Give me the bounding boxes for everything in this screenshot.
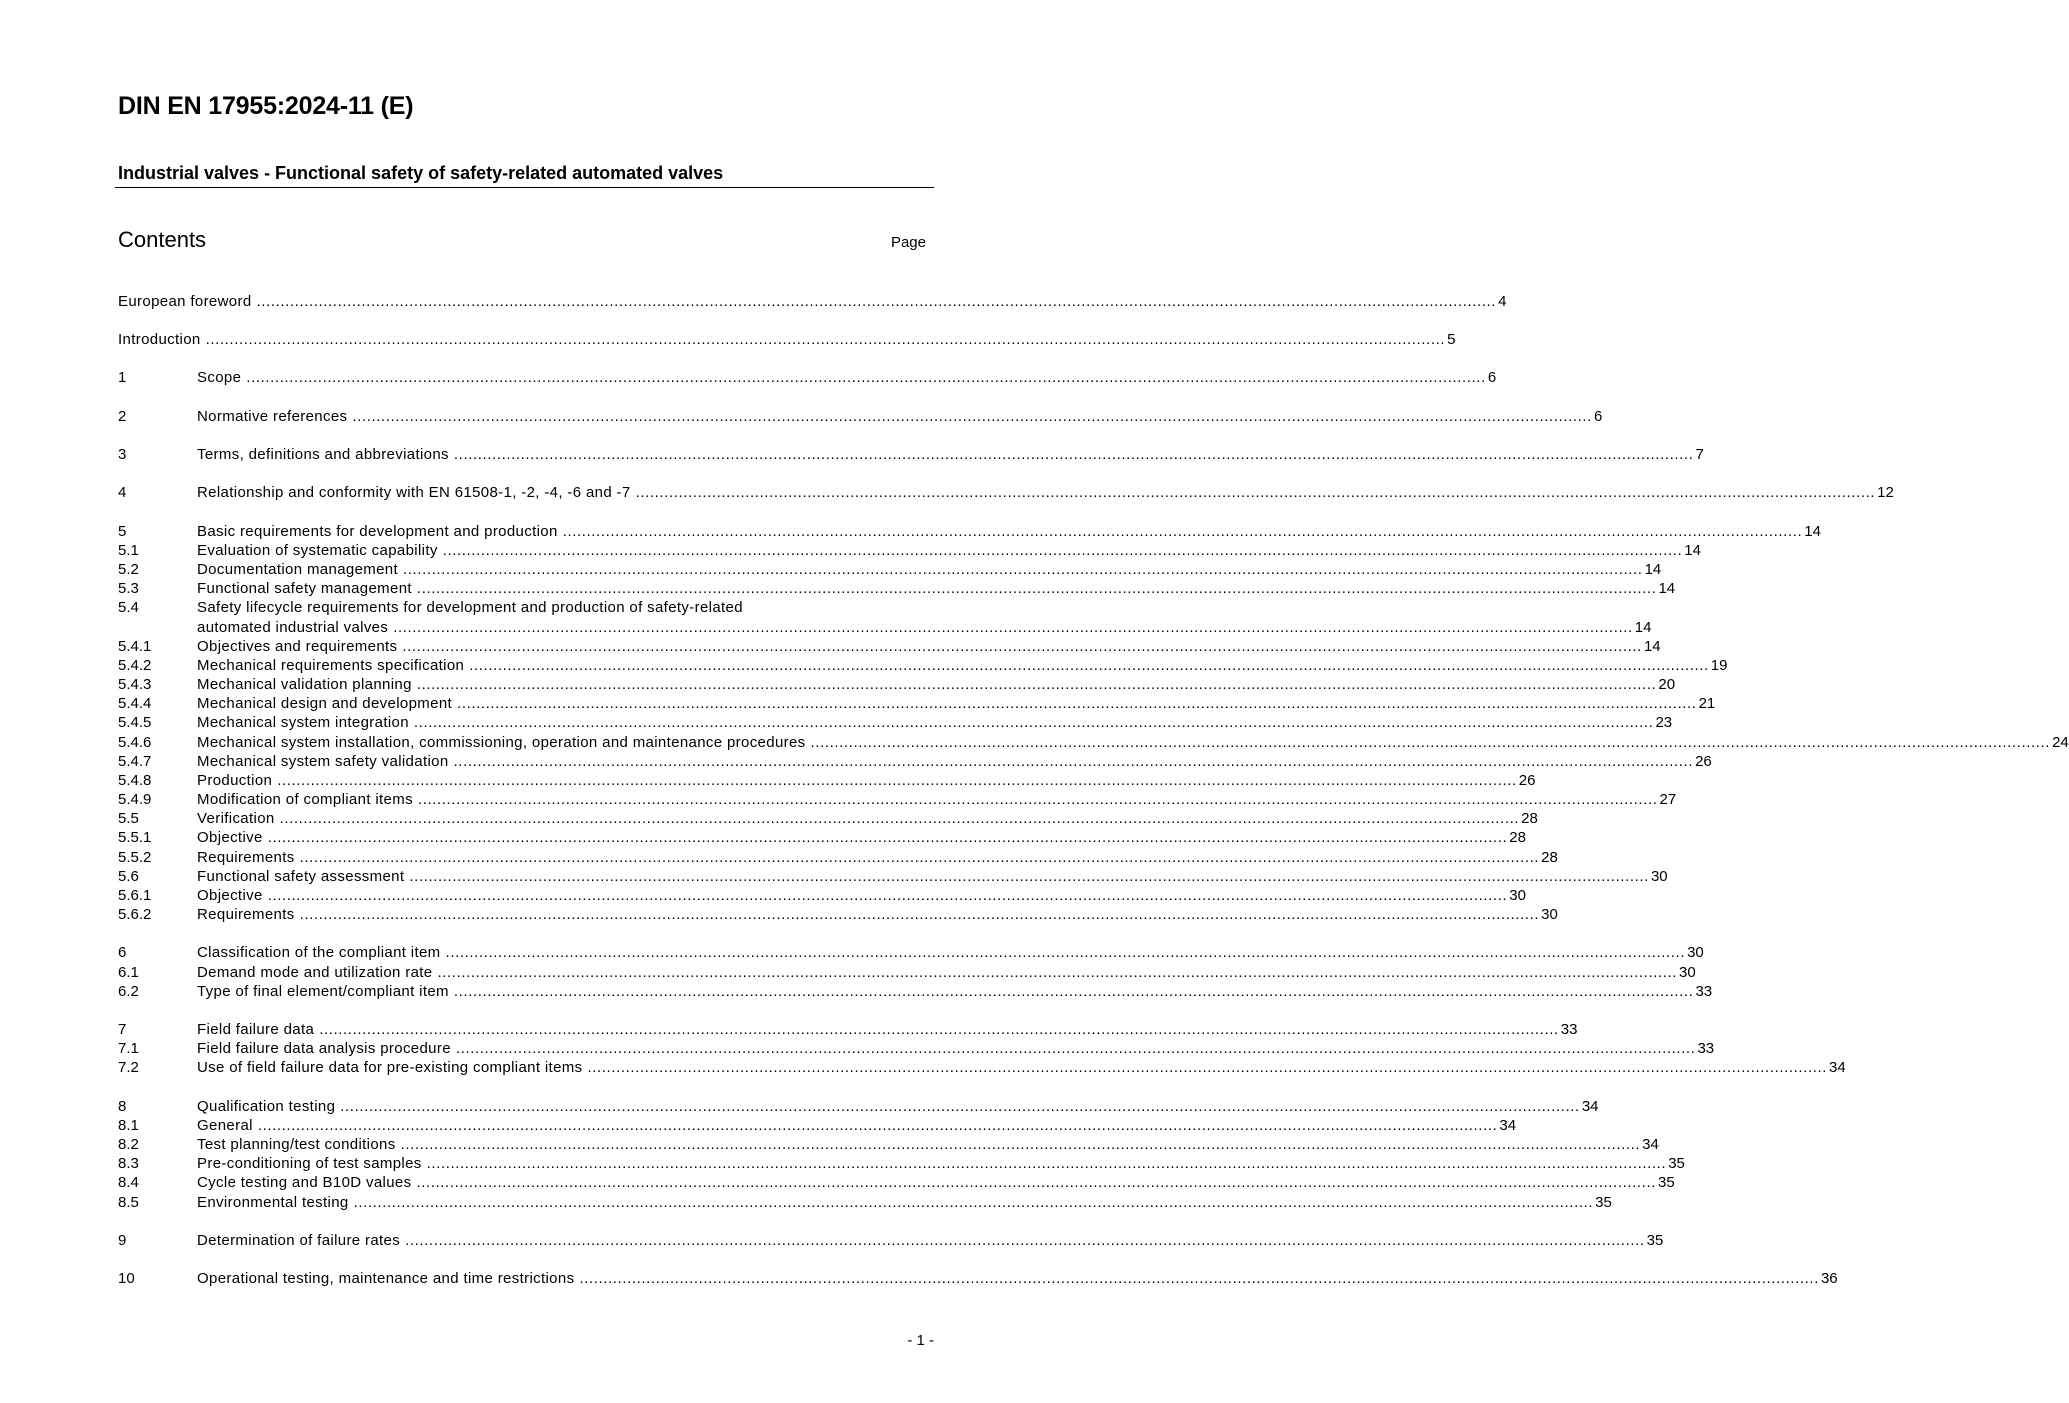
toc-entry-title: Mechanical design and development bbox=[197, 695, 453, 712]
toc-dot-leader: .................................................................................................................................................................................................................................................................... bbox=[469, 657, 1709, 674]
toc-dot-leader: .................................................................................................................................................................................................................................................................... bbox=[352, 408, 1592, 425]
toc-entry-title: Operational testing, maintenance and time restrictions bbox=[197, 1270, 575, 1287]
toc-entry-number: 5.4.5 bbox=[118, 714, 152, 731]
toc-entry[interactable] bbox=[118, 886, 1526, 905]
document-title: DIN EN 17955:2024-11 (E) bbox=[118, 92, 414, 120]
toc-entry-number: 5.5 bbox=[118, 810, 139, 827]
toc-entry-page: 21 bbox=[1698, 695, 1716, 712]
toc-entry-title: Functional safety management bbox=[197, 580, 412, 597]
toc-entry[interactable] bbox=[118, 1231, 1664, 1250]
toc-entry-page: 7 bbox=[1695, 446, 1704, 463]
toc-entry-title: Modification of compliant items bbox=[197, 791, 413, 808]
toc-dot-leader: .................................................................................................................................................................................................................................................................... bbox=[587, 1059, 1828, 1076]
toc-entry[interactable] bbox=[118, 1039, 1715, 1058]
toc-entry-page: 14 bbox=[1804, 523, 1821, 540]
toc-dot-leader: .................................................................................................................................................................................................................................................................... bbox=[299, 849, 1540, 866]
toc-entry-title: Objective bbox=[197, 887, 263, 904]
toc-entry-number: 5.4.1 bbox=[118, 638, 152, 655]
toc-entry-page: 6 bbox=[1593, 408, 1603, 425]
toc-dot-leader: .................................................................................................................................................................................................................................................................... bbox=[413, 714, 1654, 731]
toc-entry[interactable] bbox=[118, 867, 1668, 886]
toc-entry-number: 8.1 bbox=[118, 1117, 139, 1134]
contents-heading: Contents bbox=[118, 227, 207, 252]
toc-entry[interactable] bbox=[118, 848, 1558, 867]
toc-entry-title: Production bbox=[197, 772, 273, 789]
toc-dot-leader: .................................................................................................................................................................................................................................................................... bbox=[403, 561, 1643, 578]
toc-entry[interactable] bbox=[118, 483, 1894, 502]
toc-entry[interactable] bbox=[118, 943, 1704, 962]
toc-entry-page: 34 bbox=[1581, 1098, 1599, 1115]
toc-entry-number: 5.3 bbox=[118, 580, 139, 597]
toc-dot-leader: .................................................................................................................................................................................................................................................................... bbox=[400, 1136, 1641, 1153]
toc-dot-leader: .................................................................................................................................................................................................................................................................... bbox=[277, 772, 1517, 789]
toc-entry-title: Type of final element/compliant item bbox=[197, 983, 449, 1000]
toc-dot-leader: .................................................................................................................................................................................................................................................................... bbox=[453, 983, 1694, 1000]
toc-entry-number: 8.3 bbox=[118, 1155, 139, 1172]
toc-entry[interactable] bbox=[118, 368, 1497, 387]
toc-dot-leader: .................................................................................................................................................................................................................................................................... bbox=[205, 331, 1446, 348]
toc-entry[interactable] bbox=[118, 828, 1526, 847]
toc-entry-title: Functional safety assessment bbox=[197, 868, 405, 885]
toc-entry-title: Mechanical requirements specification bbox=[197, 657, 465, 674]
toc-entry-number: 8 bbox=[118, 1098, 127, 1115]
toc-entry-title: Evaluation of systematic capability bbox=[197, 542, 438, 559]
toc-entry-number: 3 bbox=[118, 446, 127, 463]
toc-entry-page: 28 bbox=[1521, 810, 1538, 827]
toc-dot-leader: .................................................................................................................................................................................................................................................................... bbox=[353, 1194, 1594, 1211]
toc-entry-number: 5.5.2 bbox=[118, 849, 152, 866]
toc-dot-leader: .................................................................................................................................................................................................................................................................... bbox=[417, 791, 1658, 808]
toc-entry-page: 30 bbox=[1650, 868, 1668, 885]
toc-entry-title: Cycle testing and B10D values bbox=[197, 1174, 412, 1191]
toc-entry-number: 5.4.6 bbox=[118, 734, 152, 751]
toc-dot-leader: .................................................................................................................................................................................................................................................................... bbox=[246, 369, 1486, 386]
toc-dot-leader: .................................................................................................................................................................................................................................................................... bbox=[267, 887, 1508, 904]
title-divider bbox=[115, 187, 934, 188]
toc-entry-number: 5.4.7 bbox=[118, 753, 152, 770]
toc-entry-title: Normative references bbox=[197, 408, 348, 425]
toc-entry[interactable] bbox=[118, 963, 1696, 982]
toc-dot-leader: .................................................................................................................................................................................................................................................................... bbox=[279, 810, 1520, 827]
toc-dot-leader: .................................................................................................................................................................................................................................................................... bbox=[409, 868, 1649, 885]
toc-dot-leader: .................................................................................................................................................................................................................................................................... bbox=[455, 1040, 1696, 1057]
toc-dot-leader: .................................................................................................................................................................................................................................................................... bbox=[426, 1155, 1667, 1172]
toc-entry-number: 5.6.2 bbox=[118, 906, 152, 923]
toc-entry[interactable] bbox=[118, 445, 1704, 464]
toc-entry-page: 33 bbox=[1560, 1021, 1578, 1038]
toc-entry-title: General bbox=[197, 1117, 253, 1134]
toc-dot-leader: .................................................................................................................................................................................................................................................................... bbox=[437, 964, 1678, 981]
toc-entry[interactable] bbox=[118, 656, 1728, 675]
toc-dot-leader: .................................................................................................................................................................................................................................................................... bbox=[442, 542, 1683, 559]
toc-entry[interactable] bbox=[118, 1154, 1685, 1173]
toc-entry[interactable] bbox=[118, 713, 1673, 732]
toc-entry-number: 5.6 bbox=[118, 868, 139, 885]
toc-entry-title: Field failure data bbox=[197, 1021, 315, 1038]
toc-entry-page: 27 bbox=[1659, 791, 1677, 808]
toc-entry-number: 6 bbox=[118, 944, 127, 961]
toc-entry-page: 26 bbox=[1695, 753, 1712, 770]
toc-entry-page: 34 bbox=[1829, 1059, 1846, 1076]
toc-entry-title: Documentation management bbox=[197, 561, 399, 578]
toc-entry-title: Mechanical system installation, commissioning, operation and maintenance procedures bbox=[197, 734, 806, 751]
toc-entry-page: 30 bbox=[1687, 944, 1704, 961]
toc-entry-page: 26 bbox=[1518, 772, 1536, 789]
toc-entry-number: 5.2 bbox=[118, 561, 139, 578]
toc-dot-leader: .................................................................................................................................................................................................................................................................... bbox=[416, 580, 1657, 597]
toc-entry-title: Objective bbox=[197, 829, 263, 846]
toc-entry-number: 5.4 bbox=[118, 599, 139, 616]
toc-entry-page: 35 bbox=[1668, 1155, 1685, 1172]
toc-entry[interactable] bbox=[118, 618, 1652, 637]
toc-entry-page: 20 bbox=[1658, 676, 1676, 693]
toc-dot-leader: .................................................................................................................................................................................................................................................................... bbox=[319, 1021, 1559, 1038]
toc-entry[interactable] bbox=[118, 1097, 1599, 1116]
toc-entry[interactable] bbox=[118, 694, 1716, 713]
toc-entry-title: Objectives and requirements bbox=[197, 638, 398, 655]
toc-entry-page: 30 bbox=[1509, 887, 1526, 904]
toc-entry-number: 5.4.2 bbox=[118, 657, 152, 674]
toc-entry[interactable] bbox=[118, 1173, 1675, 1192]
toc-entry[interactable] bbox=[118, 982, 1713, 1001]
toc-entry[interactable] bbox=[118, 1135, 1659, 1154]
toc-entry-number: 1 bbox=[118, 369, 127, 386]
toc-dot-leader: .................................................................................................................................................................................................................................................................... bbox=[256, 293, 1497, 310]
toc-entry[interactable] bbox=[118, 1269, 1838, 1288]
toc-entry-number: 2 bbox=[118, 408, 127, 425]
toc-entry-page: 14 bbox=[1684, 542, 1701, 559]
toc-entry-number: 8.4 bbox=[118, 1174, 139, 1191]
toc-entry-page: 33 bbox=[1695, 983, 1713, 1000]
toc-entry-title: Introduction bbox=[118, 331, 201, 348]
toc-entry-title: Field failure data analysis procedure bbox=[197, 1040, 451, 1057]
toc-dot-leader: .................................................................................................................................................................................................................................................................... bbox=[267, 829, 1508, 846]
toc-entry[interactable] bbox=[118, 637, 1661, 656]
toc-dot-leader: .................................................................................................................................................................................................................................................................... bbox=[299, 906, 1540, 923]
toc-dot-leader: .................................................................................................................................................................................................................................................................... bbox=[453, 753, 1694, 770]
toc-entry-title: Requirements bbox=[197, 849, 295, 866]
toc-entry-number: 7.1 bbox=[118, 1040, 139, 1057]
toc-entry-number: 5.4.9 bbox=[118, 791, 152, 808]
toc-dot-leader: .................................................................................................................................................................................................................................................................... bbox=[393, 619, 1633, 636]
toc-entry-number: 5.4.4 bbox=[118, 695, 152, 712]
toc-dot-leader: .................................................................................................................................................................................................................................................................... bbox=[416, 676, 1657, 693]
toc-dot-leader: .................................................................................................................................................................................................................................................................... bbox=[579, 1270, 1819, 1287]
toc-entry-page: 12 bbox=[1877, 484, 1894, 501]
toc-entry-number: 6.1 bbox=[118, 964, 139, 981]
toc-entry[interactable] bbox=[118, 752, 1712, 771]
toc-entry-number: 6.2 bbox=[118, 983, 139, 1000]
toc-entry-title: Scope bbox=[197, 369, 242, 386]
toc-entry-number: 8.5 bbox=[118, 1194, 139, 1211]
toc-entry-number: 5.5.1 bbox=[118, 829, 152, 846]
toc-entry-page: 28 bbox=[1509, 829, 1526, 846]
toc-entry-title: automated industrial valves bbox=[197, 619, 389, 636]
toc-entry-page: 30 bbox=[1679, 964, 1696, 981]
toc-entry-page: 28 bbox=[1541, 849, 1558, 866]
toc-entry-number: 4 bbox=[118, 484, 127, 501]
toc-dot-leader: .................................................................................................................................................................................................................................................................... bbox=[457, 695, 1697, 712]
toc-entry-page: 34 bbox=[1642, 1136, 1659, 1153]
toc-entry[interactable] bbox=[118, 522, 1821, 541]
toc-entry-title: Test planning/test conditions bbox=[197, 1136, 396, 1153]
toc-entry[interactable] bbox=[118, 809, 1538, 828]
toc-entry-page: 34 bbox=[1499, 1117, 1517, 1134]
toc-entry-number: 5 bbox=[118, 523, 127, 540]
toc-entry-number: 5.4.8 bbox=[118, 772, 152, 789]
toc-entry[interactable] bbox=[118, 675, 1676, 694]
toc-entry-page: 35 bbox=[1657, 1174, 1675, 1191]
toc-entry-title: Determination of failure rates bbox=[197, 1232, 401, 1249]
page-column-label: Page bbox=[890, 234, 926, 251]
toc-entry-title: Pre-conditioning of test samples bbox=[197, 1155, 422, 1172]
toc-entry-page: 4 bbox=[1498, 293, 1507, 310]
toc-entry[interactable] bbox=[118, 733, 2069, 752]
document-subtitle: Industrial valves - Functional safety of safety-related automated valves bbox=[118, 163, 724, 183]
toc-entry-page: 19 bbox=[1710, 657, 1728, 674]
toc-dot-leader: .................................................................................................................................................................................................................................................................... bbox=[635, 484, 1876, 501]
toc-entry-page: 5 bbox=[1447, 331, 1456, 348]
toc-entry[interactable] bbox=[118, 771, 1536, 790]
toc-entry[interactable] bbox=[118, 1020, 1578, 1039]
toc-entry-page: 14 bbox=[1643, 638, 1661, 655]
toc-entry-title: Mechanical system safety validation bbox=[197, 753, 449, 770]
toc-dot-leader: .................................................................................................................................................................................................................................................................... bbox=[402, 638, 1642, 655]
toc-entry-number: 10 bbox=[118, 1270, 135, 1287]
toc-entry-number: 5.1 bbox=[118, 542, 139, 559]
toc-entry-title: European foreword bbox=[118, 293, 252, 310]
toc-entry-title: Relationship and conformity with EN 61508-1, -2, -4, -6 and -7 bbox=[197, 484, 631, 501]
toc-entry-page: 14 bbox=[1634, 619, 1652, 636]
toc-entry[interactable] bbox=[118, 579, 1676, 598]
toc-dot-leader: .................................................................................................................................................................................................................................................................... bbox=[340, 1098, 1580, 1115]
toc-entry-number: 8.2 bbox=[118, 1136, 139, 1153]
toc-entry[interactable] bbox=[118, 1193, 1612, 1212]
toc-entry-page: 14 bbox=[1644, 561, 1662, 578]
toc-entry-number: 7.2 bbox=[118, 1059, 139, 1076]
toc-entry-title: Use of field failure data for pre-existing compliant items bbox=[197, 1059, 583, 1076]
toc-entry[interactable] bbox=[118, 1058, 1846, 1077]
toc-entry-page: 35 bbox=[1646, 1232, 1664, 1249]
toc-entry-page: 23 bbox=[1655, 714, 1673, 731]
toc-entry-title: Environmental testing bbox=[197, 1194, 349, 1211]
toc-entry-title: Safety lifecycle requirements for development and production of safety-related bbox=[197, 599, 743, 616]
toc-entry-title: Requirements bbox=[197, 906, 295, 923]
toc-dot-leader: .................................................................................................................................................................................................................................................................... bbox=[405, 1232, 1645, 1249]
toc-entry-page: 14 bbox=[1658, 580, 1676, 597]
toc-entry-number: 5.4.3 bbox=[118, 676, 152, 693]
toc-entry[interactable] bbox=[118, 560, 1662, 579]
toc-entry-page: 36 bbox=[1820, 1270, 1838, 1287]
toc-entry[interactable] bbox=[118, 541, 1701, 560]
toc-entry-page: 30 bbox=[1541, 906, 1558, 923]
toc-entry-title: Terms, definitions and abbreviations bbox=[197, 446, 449, 463]
page-number: - 1 - bbox=[907, 1332, 934, 1349]
toc-entry[interactable] bbox=[118, 407, 1603, 426]
toc-entry-title: Qualification testing bbox=[197, 1098, 336, 1115]
toc-entry-number: 9 bbox=[118, 1232, 127, 1249]
toc-entry[interactable] bbox=[118, 330, 1456, 349]
toc-entry-page: 35 bbox=[1595, 1194, 1612, 1211]
toc-dot-leader: .................................................................................................................................................................................................................................................................... bbox=[810, 734, 2051, 751]
toc-entry-title: Demand mode and utilization rate bbox=[197, 964, 433, 981]
toc-entry-number: 5.6.1 bbox=[118, 887, 152, 904]
toc-entry-title: Verification bbox=[197, 810, 275, 827]
toc-dot-leader: .................................................................................................................................................................................................................................................................... bbox=[445, 944, 1686, 961]
toc-entry-page: 24 bbox=[2052, 734, 2069, 751]
toc-entry-title: Classification of the compliant item bbox=[197, 944, 441, 961]
toc-entry-title: Mechanical system integration bbox=[197, 714, 409, 731]
toc-entry-number: 7 bbox=[118, 1021, 127, 1038]
toc-entry-title: Mechanical validation planning bbox=[197, 676, 412, 693]
toc-dot-leader: .................................................................................................................................................................................................................................................................... bbox=[416, 1174, 1656, 1191]
toc-entry[interactable] bbox=[118, 905, 1558, 924]
toc-dot-leader: .................................................................................................................................................................................................................................................................... bbox=[562, 523, 1803, 540]
toc-entry[interactable] bbox=[118, 790, 1677, 809]
toc-dot-leader: .................................................................................................................................................................................................................................................................... bbox=[453, 446, 1694, 463]
toc-entry[interactable] bbox=[118, 1116, 1517, 1135]
toc-dot-leader: .................................................................................................................................................................................................................................................................... bbox=[257, 1117, 1498, 1134]
toc-entry[interactable] bbox=[118, 598, 922, 617]
toc-entry-title: Basic requirements for development and production bbox=[197, 523, 558, 540]
toc-entry-page: 6 bbox=[1487, 369, 1497, 386]
toc-entry-page: 33 bbox=[1697, 1040, 1715, 1057]
toc-entry[interactable] bbox=[118, 292, 1507, 311]
